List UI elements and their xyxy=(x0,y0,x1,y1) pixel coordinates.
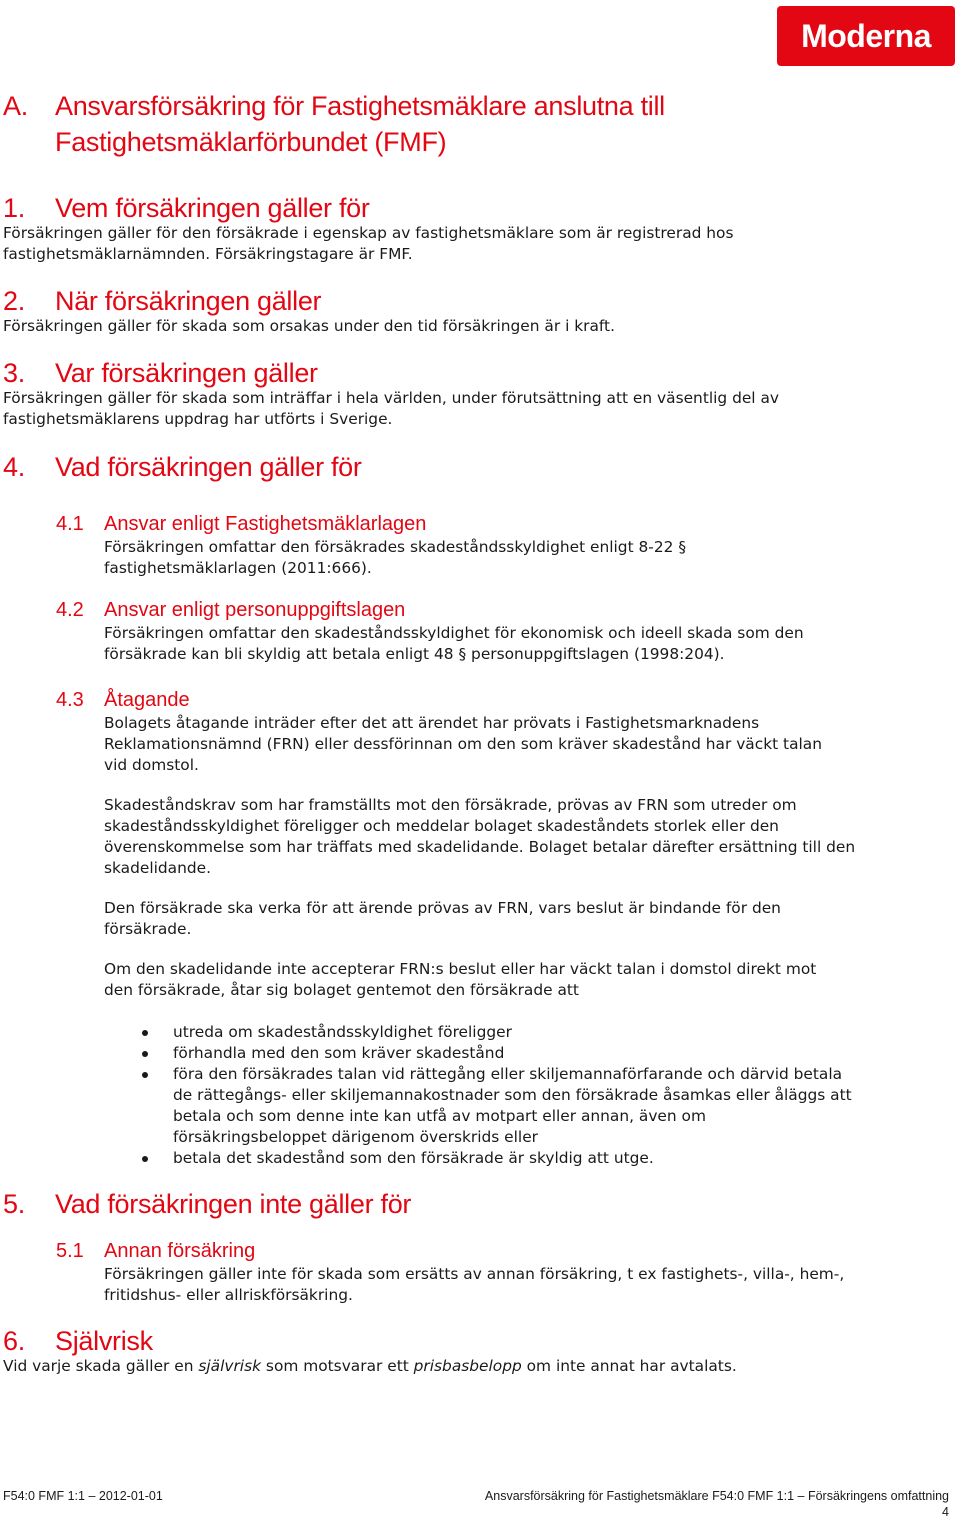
moderna-logo: Moderna xyxy=(777,6,955,66)
section-1-number: 1. xyxy=(3,193,25,223)
section-4-1-heading xyxy=(56,511,426,537)
section-5-1-heading xyxy=(56,1238,255,1264)
section-6-text-part-2: som motsvarar ett xyxy=(261,1357,414,1375)
section-4-title: Vad försäkringen gäller för xyxy=(55,452,362,482)
section-5-1-number: 5.1 xyxy=(56,1240,84,1262)
section-4-3-title: Åtagande xyxy=(104,689,190,711)
section-6-number: 6. xyxy=(3,1326,25,1356)
section-5-1-text: Försäkringen gäller inte för skada som ersätts av annan försäkring, t ex fastighets-, villa-, hem-, fritidshus- eller allriskförsäkring. xyxy=(104,1265,845,1304)
section-a-title-line2: Fastighetsmäklarförbundet (FMF) xyxy=(55,127,447,157)
section-2-text: Försäkringen gäller för skada som orsakas under den tid försäkringen är i kraft. xyxy=(3,317,615,335)
section-a-heading xyxy=(3,88,763,160)
footer-right: Ansvarsförsäkring för Fastighetsmäklare F54:0 FMF 1:1 – Försäkringens omfattning xyxy=(484,1489,949,1503)
section-3-heading xyxy=(3,355,318,391)
section-6-heading xyxy=(3,1323,153,1359)
section-4-1-number: 4.1 xyxy=(56,513,84,535)
section-4-2-text: Försäkringen omfattar den skadeståndsskyldighet för ekonomisk och ideell skada som den försäkrade kan bli skyldig att betala enligt 48 § personuppgiftslagen (1998:204). xyxy=(104,624,804,663)
section-1-heading xyxy=(3,190,370,226)
section-4-number: 4. xyxy=(3,452,25,482)
section-4-2-heading xyxy=(56,597,405,623)
section-6-title: Självrisk xyxy=(55,1326,153,1356)
section-4-2-number: 4.2 xyxy=(56,599,84,621)
section-3-title: Var försäkringen gäller xyxy=(55,358,318,388)
section-1-title: Vem försäkringen gäller för xyxy=(55,193,370,223)
list-item: utreda om skadeståndsskyldighet föreligger xyxy=(104,1022,864,1043)
section-2-number: 2. xyxy=(3,286,25,316)
section-5-heading xyxy=(3,1186,411,1222)
section-5-title: Vad försäkringen inte gäller för xyxy=(55,1189,412,1219)
section-4-2-title: Ansvar enligt personuppgiftslagen xyxy=(104,599,406,621)
section-4-3-number: 4.3 xyxy=(56,689,84,711)
section-6-text-part-1: Vid varje skada gäller en xyxy=(3,1357,199,1375)
list-item: föra den försäkrades talan vid rättegång eller skiljemannaförfarande och därvid betala de rättegångs- eller skiljemannakostnader som den försäkrade åsamkas eller åläggs att betala och som denne inte kan utfå av motpart eller annan, även om försäkringsbeloppet därigenom överskrids eller xyxy=(104,1064,864,1148)
section-a-title-line1: Ansvarsförsäkring för Fastighetsmäklare anslutna till xyxy=(55,91,665,121)
footer-left: F54:0 FMF 1:1 – 2012-01-01 xyxy=(3,1489,163,1503)
list-item: betala det skadestånd som den försäkrade är skyldig att utge. xyxy=(104,1148,864,1169)
section-4-3-paragraph-3: Den försäkrade ska verka för att ärende prövas av FRN, vars beslut är bindande för den försäkrade. xyxy=(104,899,781,938)
obligations-list xyxy=(104,1022,864,1169)
section-a-number: A. xyxy=(3,91,28,121)
section-6-emphasis-sjalvrisk: självrisk xyxy=(198,1357,262,1375)
section-4-3-heading xyxy=(56,687,190,713)
section-2-title: När försäkringen gäller xyxy=(55,286,322,316)
section-3-number: 3. xyxy=(3,358,25,388)
section-3-text: Försäkringen gäller för skada som inträffar i hela världen, under förutsättning att en väsentlig del av fastighetsmäklarens uppdrag har utförts i Sverige. xyxy=(3,389,780,428)
section-6-emphasis-prisbasbelopp: prisbasbelopp xyxy=(413,1357,522,1375)
section-6-text xyxy=(3,1356,893,1377)
section-4-3-paragraph-2: Skadeståndskrav som har framställts mot den försäkrade, prövas av FRN som utreder om skadeståndsskyldighet föreligger och meddelar bolaget skadeståndets storlek eller den överenskommelse som har träffats med skadelidande. Bolaget betalar därefter ersättning till den skadelidande. xyxy=(104,796,856,877)
section-4-heading xyxy=(3,449,362,485)
section-6-text-part-3: om inte annat har avtalats. xyxy=(521,1357,737,1375)
section-1-text: Försäkringen gäller för den försäkrade i egenskap av fastighetsmäklare som är registrerad hos fastighetsmäklarnämnden. Försäkringstagare är FMF. xyxy=(3,224,734,263)
section-4-1-text: Försäkringen omfattar den försäkrades skadeståndsskyldighet enligt 8-22 § fastighetsmäklarlagen (2011:666). xyxy=(104,538,687,577)
section-4-3-paragraph-1: Bolagets åtagande inträder efter det att ärendet har prövats i Fastighetsmarknadens Reklamationsnämnd (FRN) eller dessförinnan om den som kräver skadestånd har väckt talan vid domstol. xyxy=(104,714,822,774)
section-2-heading xyxy=(3,283,321,319)
section-4-3-paragraph-4: Om den skadelidande inte accepterar FRN:s beslut eller har väckt talan i domstol direkt mot den försäkrade, åtar sig bolaget gentemot den försäkrade att xyxy=(104,960,817,999)
section-4-1-title: Ansvar enligt Fastighetsmäklarlagen xyxy=(104,513,427,535)
page-number: 4 xyxy=(942,1505,949,1519)
section-5-number: 5. xyxy=(3,1189,25,1219)
list-item: förhandla med den som kräver skadestånd xyxy=(104,1043,864,1064)
section-5-1-title: Annan försäkring xyxy=(104,1240,256,1262)
